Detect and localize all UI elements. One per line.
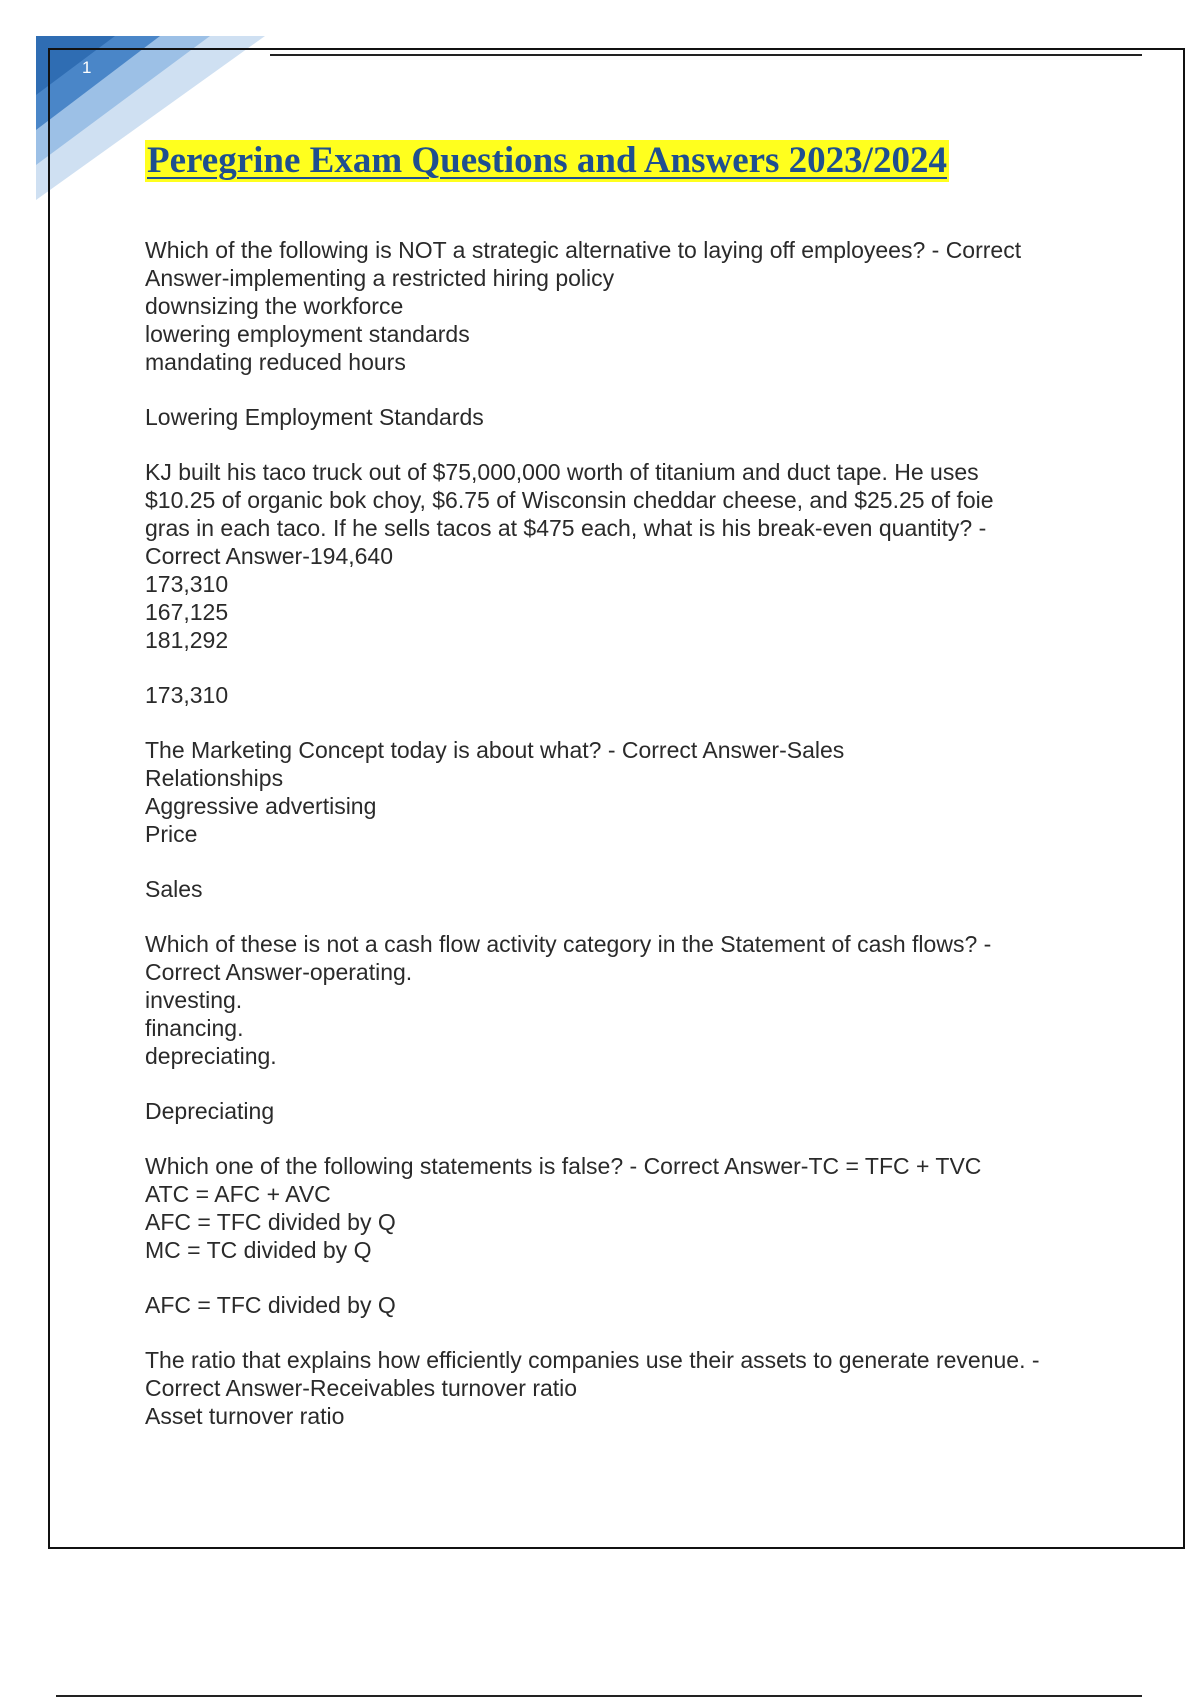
option-text: ATC = AFC + AVC bbox=[145, 1181, 331, 1207]
option-text: financing. bbox=[145, 1015, 244, 1041]
document-title: Peregrine Exam Questions and Answers 2023/2024 bbox=[147, 140, 947, 181]
option-text: Relationships bbox=[145, 765, 284, 791]
question-text: The ratio that explains how efficiently companies use their assets to generate revenue. - bbox=[145, 1347, 1040, 1373]
option-text: gras in each taco. If he sells tacos at $475 each, what is his break-even quantity? - bbox=[145, 515, 987, 541]
qa-item bbox=[145, 1152, 1105, 1319]
qa-item bbox=[145, 1346, 1105, 1430]
qa-item bbox=[145, 458, 1105, 709]
answer-text: 173,310 bbox=[145, 682, 229, 708]
answer-text: Sales bbox=[145, 876, 203, 902]
option-text: depreciating. bbox=[145, 1043, 277, 1069]
question-text: Which one of the following statements is false? - Correct Answer-TC = TFC + TVC bbox=[145, 1153, 982, 1179]
option-text: 173,310 bbox=[145, 571, 229, 597]
answer-text: Lowering Employment Standards bbox=[145, 404, 484, 430]
option-text: Asset turnover ratio bbox=[145, 1403, 345, 1429]
option-text: investing. bbox=[145, 987, 243, 1013]
qa-item bbox=[145, 736, 1105, 903]
footer-rule bbox=[56, 1695, 1142, 1697]
option-text: mandating reduced hours bbox=[145, 349, 406, 375]
question-text: The Marketing Concept today is about what? - Correct Answer-Sales bbox=[145, 737, 845, 763]
option-text: Aggressive advertising bbox=[145, 793, 377, 819]
qa-item bbox=[145, 236, 1105, 431]
qa-list bbox=[145, 236, 1105, 1430]
option-text: 181,292 bbox=[145, 627, 229, 653]
question-text: KJ built his taco truck out of $75,000,000 worth of titanium and duct tape. He uses bbox=[145, 459, 979, 485]
question-text: Which of these is not a cash flow activity category in the Statement of cash flows? - bbox=[145, 931, 992, 957]
option-text: Correct Answer-194,640 bbox=[145, 543, 394, 569]
answer-text: Depreciating bbox=[145, 1098, 275, 1124]
option-text: 167,125 bbox=[145, 599, 229, 625]
answer-text: AFC = TFC divided by Q bbox=[145, 1292, 396, 1318]
option-text: lowering employment standards bbox=[145, 321, 470, 347]
option-text: $10.25 of organic bok choy, $6.75 of Wisconsin cheddar cheese, and $25.25 of foie bbox=[145, 487, 994, 513]
page-number: 1 bbox=[82, 58, 92, 77]
option-text: MC = TC divided by Q bbox=[145, 1237, 372, 1263]
option-text: Answer-implementing a restricted hiring policy bbox=[145, 265, 615, 291]
question-text: Which of the following is NOT a strategic alternative to laying off employees? - Correct bbox=[145, 237, 1022, 263]
option-text: Price bbox=[145, 821, 198, 847]
option-text: downsizing the workforce bbox=[145, 293, 404, 319]
qa-item bbox=[145, 930, 1105, 1125]
option-text: Correct Answer-operating. bbox=[145, 959, 413, 985]
document-content bbox=[145, 140, 1105, 1457]
option-text: Correct Answer-Receivables turnover ratio bbox=[145, 1375, 578, 1401]
option-text: AFC = TFC divided by Q bbox=[145, 1209, 396, 1235]
